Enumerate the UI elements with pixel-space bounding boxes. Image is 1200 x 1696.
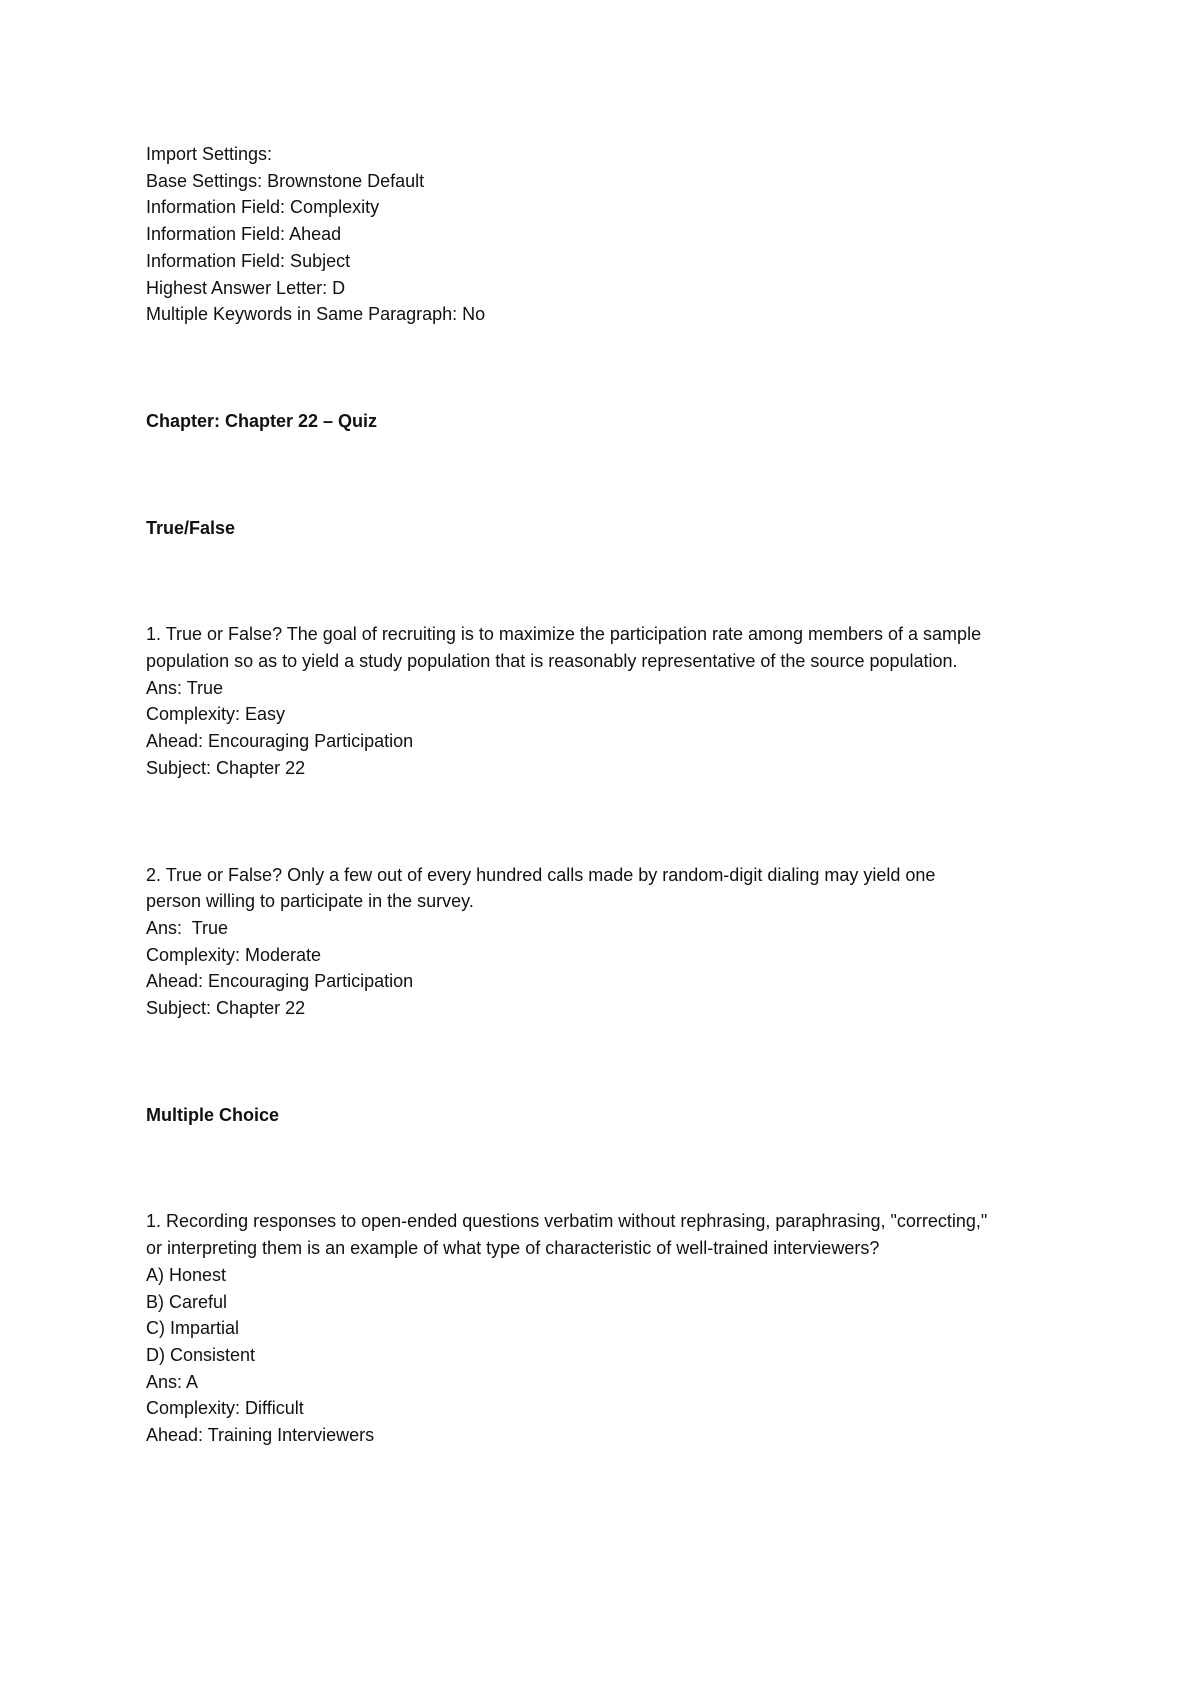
- question-text-line: or interpreting them is an example of what type of characteristic of well-trained interviewers?: [146, 1238, 880, 1259]
- question-number: 2.: [146, 864, 162, 885]
- setting-line: Multiple Keywords in Same Paragraph: No: [146, 304, 486, 325]
- setting-line: Information Field: Subject: [146, 250, 351, 271]
- spacer: [146, 1128, 1096, 1208]
- spacer: [146, 541, 1096, 621]
- spacer: [146, 328, 1096, 408]
- question-text-line: [146, 621, 1096, 648]
- setting-line: Highest Answer Letter: D: [146, 277, 346, 298]
- question-text-line: population so as to yield a study population that is reasonably representative of the source population.: [146, 651, 958, 672]
- answer-option: A) Honest: [146, 1264, 227, 1285]
- import-settings-block: [146, 141, 1096, 328]
- question-text: True or False? Only a few out of every hundred calls made by random-digit dialing may yield one: [165, 864, 936, 885]
- question-number: 1.: [146, 1211, 162, 1232]
- answer-option: C) Impartial: [146, 1318, 240, 1339]
- question-text-line: [146, 1208, 1096, 1235]
- setting-line: Information Field: Complexity: [146, 197, 380, 218]
- tf-question-1: [146, 621, 1096, 781]
- answer-line: Ans: True: [146, 677, 224, 698]
- subject-line: Subject: Chapter 22: [146, 757, 306, 778]
- question-number: 1.: [146, 624, 162, 645]
- question-text: Recording responses to open-ended questions verbatim without rephrasing, paraphrasing, "correcting,": [166, 1211, 988, 1232]
- question-text-line: person willing to participate in the survey.: [146, 891, 474, 912]
- question-text-line: [146, 862, 1096, 889]
- import-settings-title: Import Settings:: [146, 144, 273, 164]
- spacer: [146, 435, 1096, 515]
- ahead-line: Ahead: Encouraging Participation: [146, 731, 414, 752]
- mc-question-1: [146, 1208, 1096, 1448]
- true-false-heading: True/False: [146, 517, 236, 538]
- answer-option: B) Careful: [146, 1291, 228, 1312]
- spacer: [146, 782, 1096, 862]
- answer-option: D) Consistent: [146, 1344, 256, 1365]
- subject-line: Subject: Chapter 22: [146, 998, 306, 1019]
- setting-line: Information Field: Ahead: [146, 224, 342, 245]
- question-text: True or False? The goal of recruiting is to maximize the participation rate among members of a sample: [165, 624, 982, 645]
- complexity-line: Complexity: Moderate: [146, 944, 322, 965]
- setting-line: Base Settings: Brownstone Default: [146, 170, 425, 191]
- answer-line: Ans: A: [146, 1371, 199, 1392]
- tf-question-2: [146, 862, 1096, 1022]
- spacer: [146, 1022, 1096, 1102]
- complexity-line: Complexity: Difficult: [146, 1398, 304, 1419]
- multiple-choice-heading: Multiple Choice: [146, 1104, 280, 1125]
- ahead-line: Ahead: Encouraging Participation: [146, 971, 414, 992]
- document-page: [146, 141, 1096, 1449]
- chapter-heading: Chapter: Chapter 22 – Quiz: [146, 410, 378, 431]
- answer-line: Ans: True: [146, 917, 229, 938]
- ahead-line: Ahead: Training Interviewers: [146, 1425, 375, 1446]
- complexity-line: Complexity: Easy: [146, 704, 286, 725]
